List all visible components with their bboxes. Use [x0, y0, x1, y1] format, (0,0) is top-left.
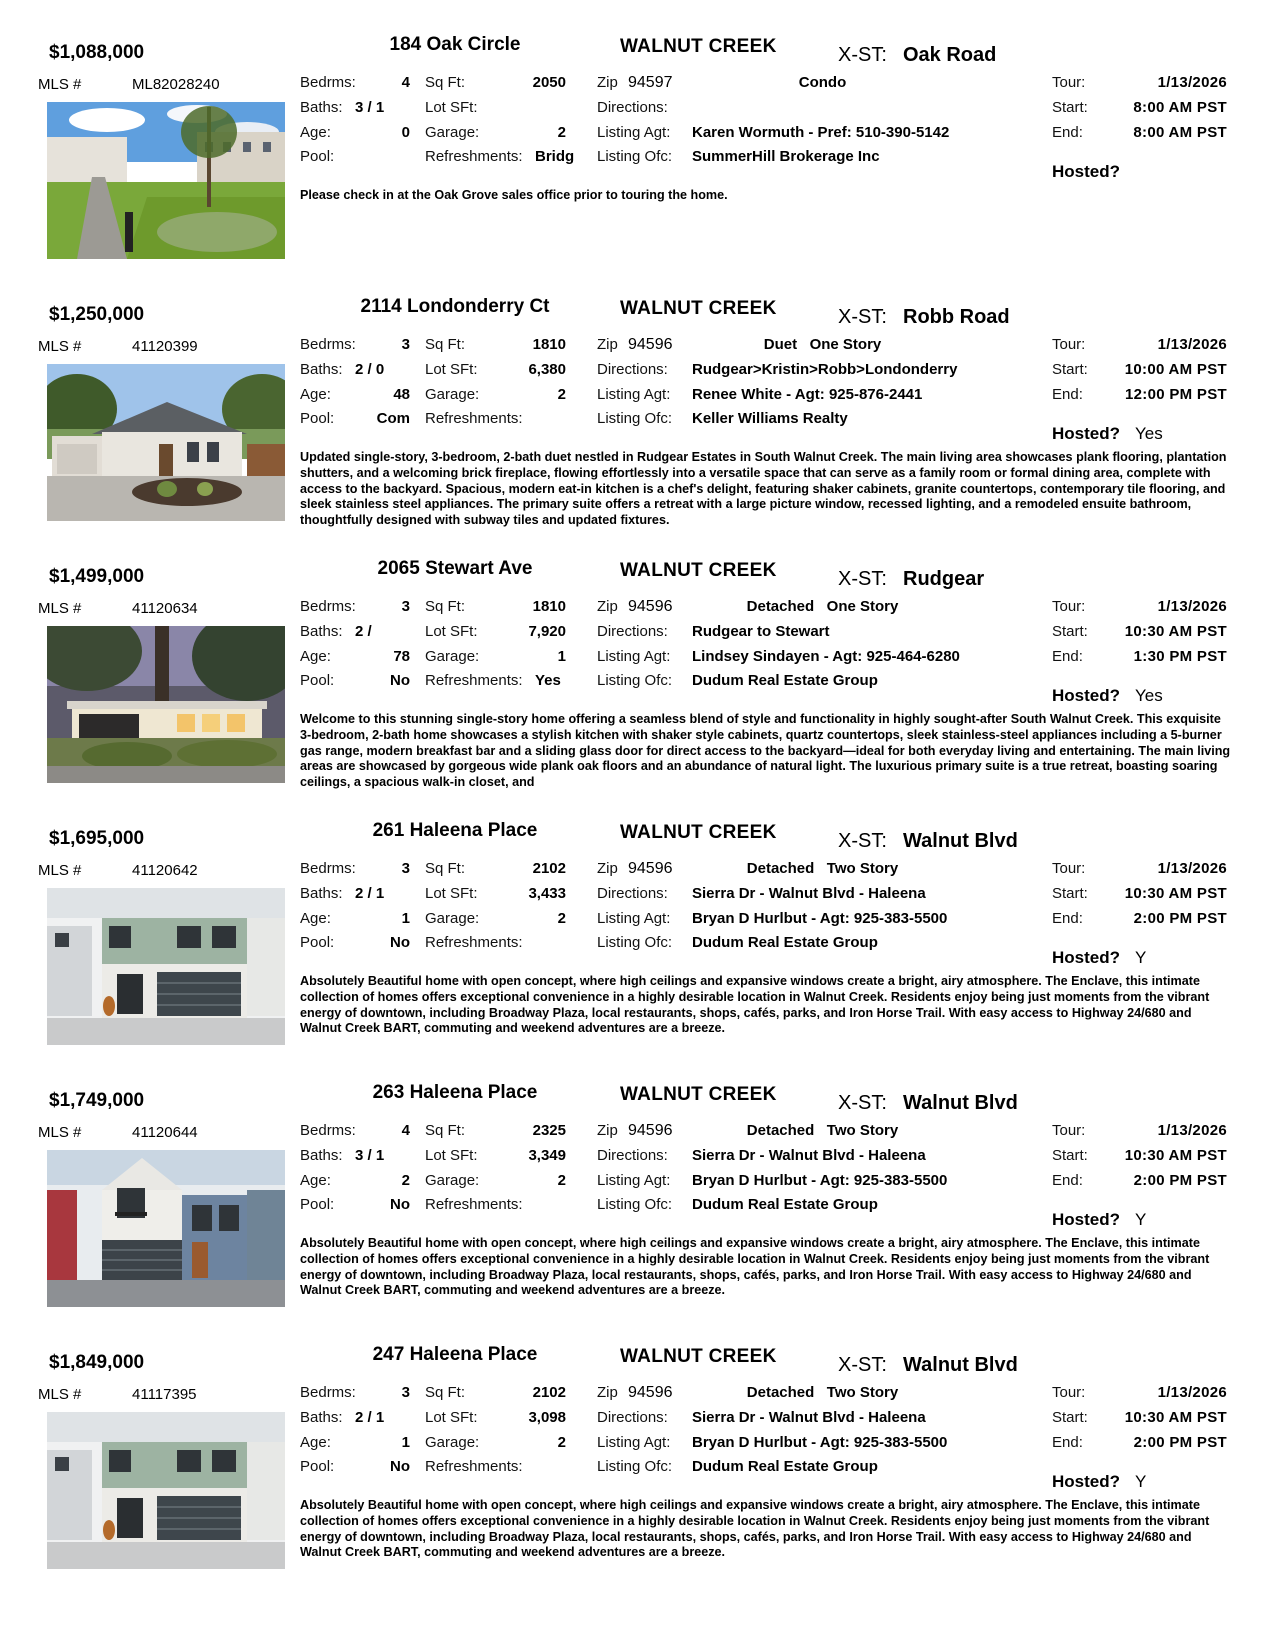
listing-card [0, 1344, 1275, 1606]
bedrooms-label: Bedrms: [300, 1122, 356, 1139]
zip-value: 94596 [628, 336, 673, 353]
listing-remarks: Please check in at the Oak Grove sales office prior to touring the home. [300, 188, 728, 202]
listing-address: 2065 Stewart Ave [377, 558, 533, 579]
zip-label: Zip [597, 1384, 618, 1401]
property-photo [47, 1150, 285, 1307]
age-value: 2 [401, 1172, 410, 1189]
bedrooms-label: Bedrms: [300, 860, 356, 877]
hosted-label: Hosted? [1052, 424, 1120, 443]
listing-agent: Lindsey Sindayen - Agt: 925-464-6280 [692, 648, 960, 665]
listing-agent-label: Listing Agt: [597, 124, 671, 141]
baths-value: 2 / 1 [355, 1409, 385, 1426]
pool-label: Pool: [300, 1196, 335, 1213]
end-label: End: [1052, 1434, 1083, 1451]
age-label: Age: [300, 1172, 331, 1189]
tour-label: Tour: [1052, 598, 1086, 615]
property-type: Detached Two Story [746, 1122, 899, 1139]
lot-label: Lot SFt: [425, 623, 478, 640]
age-label: Age: [300, 124, 331, 141]
property-photo [47, 626, 285, 783]
sqft-label: Sq Ft: [425, 1384, 466, 1401]
listing-office-label: Listing Ofc: [597, 672, 673, 689]
zip-label: Zip [597, 1122, 618, 1139]
sqft-label: Sq Ft: [425, 336, 466, 353]
bedrooms-value: 3 [401, 598, 410, 615]
cross-street: Walnut Blvd [903, 830, 1018, 852]
cross-street-label: X-ST: [838, 830, 887, 852]
garage-value: 1 [557, 648, 566, 665]
pool-value: No [390, 1458, 410, 1475]
courtyard-photo-image [47, 102, 285, 259]
lot-value: 6,380 [528, 361, 566, 378]
mls-number: 41120634 [132, 600, 198, 617]
property-photo [47, 888, 285, 1045]
mls-label: MLS # [38, 76, 82, 93]
pool-label: Pool: [300, 1458, 335, 1475]
listing-office: SummerHill Brokerage Inc [692, 148, 880, 165]
listing-address: 247 Haleena Place [372, 1344, 538, 1365]
listing-city: WALNUT CREEK [620, 36, 777, 57]
garage-label: Garage: [425, 124, 480, 141]
start-time: 10:30 AM PST [1124, 623, 1227, 640]
listing-price: $1,250,000 [49, 304, 145, 325]
mls-label: MLS # [38, 1386, 82, 1403]
end-time: 2:00 PM PST [1133, 1172, 1227, 1189]
hosted-value: Yes [1135, 424, 1163, 443]
baths-label: Baths: [300, 361, 343, 378]
listing-city: WALNUT CREEK [620, 560, 777, 581]
directions-label: Directions: [597, 1409, 668, 1426]
refreshments-label: Refreshments: [425, 410, 523, 427]
start-label: Start: [1052, 99, 1088, 116]
garage-value: 2 [557, 1434, 566, 1451]
pool-value: No [390, 672, 410, 689]
hosted-label: Hosted? [1052, 1210, 1120, 1229]
garage-label: Garage: [425, 386, 480, 403]
tour-label: Tour: [1052, 1384, 1086, 1401]
bedrooms-label: Bedrms: [300, 74, 356, 91]
tour-date: 1/13/2026 [1157, 74, 1227, 91]
refreshments-label: Refreshments: [425, 672, 523, 689]
hosted-value: Yes [1135, 686, 1163, 705]
sqft-value: 2102 [532, 1384, 566, 1401]
listing-city: WALNUT CREEK [620, 822, 777, 843]
zip-value: 94596 [628, 598, 673, 615]
listing-agent-label: Listing Agt: [597, 386, 671, 403]
listing-agent-label: Listing Agt: [597, 910, 671, 927]
refreshments-label: Refreshments: [425, 934, 523, 951]
directions-value: Sierra Dr - Walnut Blvd - Haleena [692, 1147, 926, 1164]
age-label: Age: [300, 910, 331, 927]
listing-remarks: Absolutely Beautiful home with open concept, where high ceilings and expansive windows create a bright, airy atmosphere. The Enclave, this intimate collection of homes offers exceptional convenience in a highly desirable location in Walnut Creek. Residents enjoy being just moments from the vibrant energy of downtown, including Broadway Plaza, local restaurants, shops, cafés, parks, and Iron Horse Trail. With easy access to Highway 24/680 and Walnut Creek BART, commuting and weekend adventures are a breeze. [300, 1236, 1210, 1298]
refreshments-value: Bridg [535, 148, 575, 165]
cross-street: Walnut Blvd [903, 1354, 1018, 1376]
sqft-value: 1810 [532, 336, 566, 353]
listing-card [0, 1082, 1275, 1344]
cross-street-label: X-ST: [838, 568, 887, 590]
listing-remarks: Absolutely Beautiful home with open concept, where high ceilings and expansive windows create a bright, airy atmosphere. The Enclave, this intimate collection of homes offers exceptional convenience in a highly desirable location in Walnut Creek. Residents enjoy being just moments from the vibrant energy of downtown, including Broadway Plaza, local restaurants, shops, cafés, parks, and Iron Horse Trail. With easy access to Highway 24/680 and Walnut Creek BART, commuting and weekend adventures are a breeze. [300, 974, 1210, 1036]
property-type: Detached Two Story [746, 1384, 899, 1401]
two-story-green-home-photo-image [47, 888, 285, 1045]
tour-label: Tour: [1052, 1122, 1086, 1139]
end-label: End: [1052, 648, 1083, 665]
listing-office: Dudum Real Estate Group [692, 672, 878, 689]
refreshments-label: Refreshments: [425, 1196, 523, 1213]
refreshments-label: Refreshments: [425, 148, 523, 165]
garage-label: Garage: [425, 910, 480, 927]
age-value: 1 [401, 1434, 410, 1451]
baths-label: Baths: [300, 99, 343, 116]
end-label: End: [1052, 910, 1083, 927]
property-photo [47, 364, 285, 521]
bedrooms-label: Bedrms: [300, 598, 356, 615]
hosted-value: Y [1135, 1472, 1147, 1491]
pool-label: Pool: [300, 410, 335, 427]
baths-label: Baths: [300, 1147, 343, 1164]
zip-value: 94597 [628, 74, 673, 91]
start-label: Start: [1052, 361, 1088, 378]
listing-city: WALNUT CREEK [620, 1346, 777, 1367]
lot-value: 7,920 [528, 623, 566, 640]
tour-label: Tour: [1052, 74, 1086, 91]
cross-street: Walnut Blvd [903, 1092, 1018, 1114]
cross-street: Rudgear [903, 568, 985, 590]
mls-label: MLS # [38, 600, 82, 617]
start-time: 10:00 AM PST [1124, 361, 1227, 378]
property-type: Detached Two Story [746, 860, 899, 877]
baths-label: Baths: [300, 1409, 343, 1426]
sqft-value: 2050 [532, 74, 566, 91]
directions-label: Directions: [597, 885, 668, 902]
start-label: Start: [1052, 1147, 1088, 1164]
zip-label: Zip [597, 74, 618, 91]
hosted-value: Y [1135, 1210, 1147, 1229]
garage-value: 2 [557, 386, 566, 403]
directions-label: Directions: [597, 361, 668, 378]
cross-street-label: X-ST: [838, 306, 887, 328]
cross-street: Robb Road [903, 306, 1010, 328]
directions-value: Sierra Dr - Walnut Blvd - Haleena [692, 885, 926, 902]
listing-card [0, 34, 1275, 296]
refreshments-label: Refreshments: [425, 1458, 523, 1475]
zip-value: 94596 [628, 860, 673, 877]
listing-agent-label: Listing Agt: [597, 1434, 671, 1451]
mls-label: MLS # [38, 862, 82, 879]
listing-office-label: Listing Ofc: [597, 1196, 673, 1213]
lot-label: Lot SFt: [425, 885, 478, 902]
tour-label: Tour: [1052, 336, 1086, 353]
age-value: 0 [401, 124, 410, 141]
listing-price: $1,499,000 [49, 566, 145, 587]
property-photo [47, 1412, 285, 1569]
hosted-value: Y [1135, 948, 1147, 967]
listing-city: WALNUT CREEK [620, 298, 777, 319]
listing-price: $1,849,000 [49, 1352, 145, 1373]
single-story-home-photo-image [47, 364, 285, 521]
start-label: Start: [1052, 885, 1088, 902]
zip-value: 94596 [628, 1122, 673, 1139]
mls-label: MLS # [38, 338, 82, 355]
end-time: 2:00 PM PST [1133, 1434, 1227, 1451]
end-time: 2:00 PM PST [1133, 910, 1227, 927]
listing-remarks: Welcome to this stunning single-story home offering a seamless blend of style and functionality in highly sought-after South Walnut Creek. This exquisite 3-bedroom, 2-bath home showcases a stylish kitchen with shaker style cabinets, quartz countertops, sleek stainless-steel appliances including a 5-burner gas range, modern breakfast bar and a sliding glass door for direct access to the backyard—ideal for both everyday living and entertaining. The main living areas are showcased by gorgeous wide plank oak floors and an abundance of natural light. The luxurious primary suite is a true retreat, boasting soaring ceilings, a spacious walk-in closet, and [300, 712, 1231, 790]
refreshments-value: Yes [535, 672, 561, 689]
mls-number: 41120642 [132, 862, 198, 879]
listing-office: Keller Williams Realty [692, 410, 848, 427]
listing-address: 261 Haleena Place [372, 820, 538, 841]
ranch-home-dusk-photo-image [47, 626, 285, 783]
directions-value: Rudgear to Stewart [692, 623, 830, 640]
end-label: End: [1052, 386, 1083, 403]
listing-price: $1,749,000 [49, 1090, 145, 1111]
age-value: 1 [401, 910, 410, 927]
two-story-green-home-photo-image [47, 1412, 285, 1569]
baths-value: 2 / [355, 623, 372, 640]
pool-value: No [390, 934, 410, 951]
listing-office-label: Listing Ofc: [597, 148, 673, 165]
lot-value: 3,433 [528, 885, 566, 902]
start-time: 10:30 AM PST [1124, 1147, 1227, 1164]
bedrooms-label: Bedrms: [300, 1384, 356, 1401]
listing-agent: Bryan D Hurlbut - Agt: 925-383-5500 [692, 1434, 948, 1451]
pool-label: Pool: [300, 148, 335, 165]
listing-office-label: Listing Ofc: [597, 1458, 673, 1475]
property-photo [47, 102, 285, 259]
sqft-label: Sq Ft: [425, 860, 466, 877]
end-label: End: [1052, 124, 1083, 141]
property-type: Condo [798, 74, 847, 91]
listing-address: 184 Oak Circle [389, 34, 521, 55]
directions-label: Directions: [597, 623, 668, 640]
listing-card [0, 558, 1275, 820]
listing-office: Dudum Real Estate Group [692, 1458, 878, 1475]
tour-label: Tour: [1052, 860, 1086, 877]
sqft-value: 1810 [532, 598, 566, 615]
bedrooms-value: 3 [401, 336, 410, 353]
zip-label: Zip [597, 336, 618, 353]
baths-value: 2 / 0 [355, 361, 385, 378]
zip-label: Zip [597, 860, 618, 877]
listing-office-label: Listing Ofc: [597, 934, 673, 951]
mls-number: ML82028240 [132, 76, 220, 93]
mls-number: 41120399 [132, 338, 198, 355]
cross-street-label: X-ST: [838, 1354, 887, 1376]
lot-label: Lot SFt: [425, 1147, 478, 1164]
bedrooms-label: Bedrms: [300, 336, 356, 353]
bedrooms-value: 3 [401, 1384, 410, 1401]
zip-value: 94596 [628, 1384, 673, 1401]
listing-agent-label: Listing Agt: [597, 1172, 671, 1189]
sqft-value: 2102 [532, 860, 566, 877]
age-value: 78 [393, 648, 410, 665]
start-time: 10:30 AM PST [1124, 885, 1227, 902]
listing-address: 263 Haleena Place [372, 1082, 538, 1103]
cross-street-label: X-ST: [838, 1092, 887, 1114]
lot-label: Lot SFt: [425, 1409, 478, 1426]
garage-value: 2 [557, 910, 566, 927]
age-value: 48 [393, 386, 410, 403]
hosted-label: Hosted? [1052, 686, 1120, 705]
listing-card [0, 296, 1275, 558]
listing-remarks: Updated single-story, 3-bedroom, 2-bath duet nestled in Rudgear Estates in South Walnut Creek. The main living area showcases plank flooring, plantation shutters, and a welcoming brick fireplace, flowing effortlessly into a versatile space that can serve as a family room or formal dining area, complete with access to the backyard. Spacious, modern eat-in kitchen is a chef's delight, featuring shaker cabinets, granite countertops, contemporary tile flooring, and sleek stainless steel appliances. The primary suite offers a retreat with a large picture window, recessed lighting, and a remodeled ensuite bathroom, thoughtfully designed with subway tiles and updated fixtures. [300, 450, 1227, 528]
listing-agent: Karen Wormuth - Pref: 510-390-5142 [692, 124, 950, 141]
directions-label: Directions: [597, 99, 668, 116]
garage-value: 2 [557, 124, 566, 141]
listing-agent: Renee White - Agt: 925-876-2441 [692, 386, 923, 403]
tour-date: 1/13/2026 [1157, 336, 1227, 353]
lot-label: Lot SFt: [425, 99, 478, 116]
listing-agent: Bryan D Hurlbut - Agt: 925-383-5500 [692, 910, 948, 927]
bedrooms-value: 3 [401, 860, 410, 877]
end-time: 12:00 PM PST [1125, 386, 1227, 403]
mls-number: 41120644 [132, 1124, 198, 1141]
garage-label: Garage: [425, 1172, 480, 1189]
listing-price: $1,695,000 [49, 828, 145, 849]
end-time: 8:00 AM PST [1133, 124, 1227, 141]
garage-value: 2 [557, 1172, 566, 1189]
property-type: Detached One Story [746, 598, 899, 615]
directions-value: Rudgear>Kristin>Robb>Londonderry [692, 361, 958, 378]
pool-label: Pool: [300, 934, 335, 951]
lot-value: 3,098 [528, 1409, 566, 1426]
mls-label: MLS # [38, 1124, 82, 1141]
bedrooms-value: 4 [401, 1122, 410, 1139]
baths-label: Baths: [300, 623, 343, 640]
mls-number: 41117395 [132, 1386, 197, 1403]
sqft-value: 2325 [532, 1122, 566, 1139]
sqft-label: Sq Ft: [425, 1122, 466, 1139]
baths-value: 2 / 1 [355, 885, 385, 902]
tour-date: 1/13/2026 [1157, 1384, 1227, 1401]
tour-date: 1/13/2026 [1157, 860, 1227, 877]
cross-street: Oak Road [903, 44, 997, 66]
baths-label: Baths: [300, 885, 343, 902]
zip-label: Zip [597, 598, 618, 615]
age-label: Age: [300, 1434, 331, 1451]
two-story-white-blue-home-photo-image [47, 1150, 285, 1307]
property-type: Duet One Story [763, 336, 882, 353]
listing-agent: Bryan D Hurlbut - Agt: 925-383-5500 [692, 1172, 948, 1189]
sqft-label: Sq Ft: [425, 598, 466, 615]
tour-date: 1/13/2026 [1157, 598, 1227, 615]
garage-label: Garage: [425, 648, 480, 665]
garage-label: Garage: [425, 1434, 480, 1451]
tour-date: 1/13/2026 [1157, 1122, 1227, 1139]
listing-address: 2114 Londonderry Ct [360, 296, 550, 317]
listing-city: WALNUT CREEK [620, 1084, 777, 1105]
listing-price: $1,088,000 [49, 42, 145, 63]
start-time: 8:00 AM PST [1133, 99, 1227, 116]
lot-value: 3,349 [528, 1147, 566, 1164]
hosted-label: Hosted? [1052, 948, 1120, 967]
end-label: End: [1052, 1172, 1083, 1189]
listing-agent-label: Listing Agt: [597, 648, 671, 665]
sqft-label: Sq Ft: [425, 74, 466, 91]
bedrooms-value: 4 [401, 74, 410, 91]
hosted-label: Hosted? [1052, 162, 1120, 181]
end-time: 1:30 PM PST [1133, 648, 1227, 665]
listing-office: Dudum Real Estate Group [692, 934, 878, 951]
listing-card [0, 820, 1275, 1082]
directions-value: Sierra Dr - Walnut Blvd - Haleena [692, 1409, 926, 1426]
pool-value: No [390, 1196, 410, 1213]
start-label: Start: [1052, 623, 1088, 640]
start-label: Start: [1052, 1409, 1088, 1426]
listing-office: Dudum Real Estate Group [692, 1196, 878, 1213]
baths-value: 3 / 1 [355, 99, 385, 116]
start-time: 10:30 AM PST [1124, 1409, 1227, 1426]
directions-label: Directions: [597, 1147, 668, 1164]
listing-remarks: Absolutely Beautiful home with open concept, where high ceilings and expansive windows create a bright, airy atmosphere. The Enclave, this intimate collection of homes offers exceptional convenience in a highly desirable location in Walnut Creek. Residents enjoy being just moments from the vibrant energy of downtown, including Broadway Plaza, local restaurants, shops, cafés, parks, and Iron Horse Trail. With easy access to Highway 24/680 and Walnut Creek BART, commuting and weekend adventures are a breeze. [300, 1498, 1210, 1560]
baths-value: 3 / 1 [355, 1147, 385, 1164]
listing-office-label: Listing Ofc: [597, 410, 673, 427]
cross-street-label: X-ST: [838, 44, 887, 66]
pool-value: Com [376, 410, 410, 427]
age-label: Age: [300, 386, 331, 403]
lot-label: Lot SFt: [425, 361, 478, 378]
hosted-label: Hosted? [1052, 1472, 1120, 1491]
age-label: Age: [300, 648, 331, 665]
pool-label: Pool: [300, 672, 335, 689]
